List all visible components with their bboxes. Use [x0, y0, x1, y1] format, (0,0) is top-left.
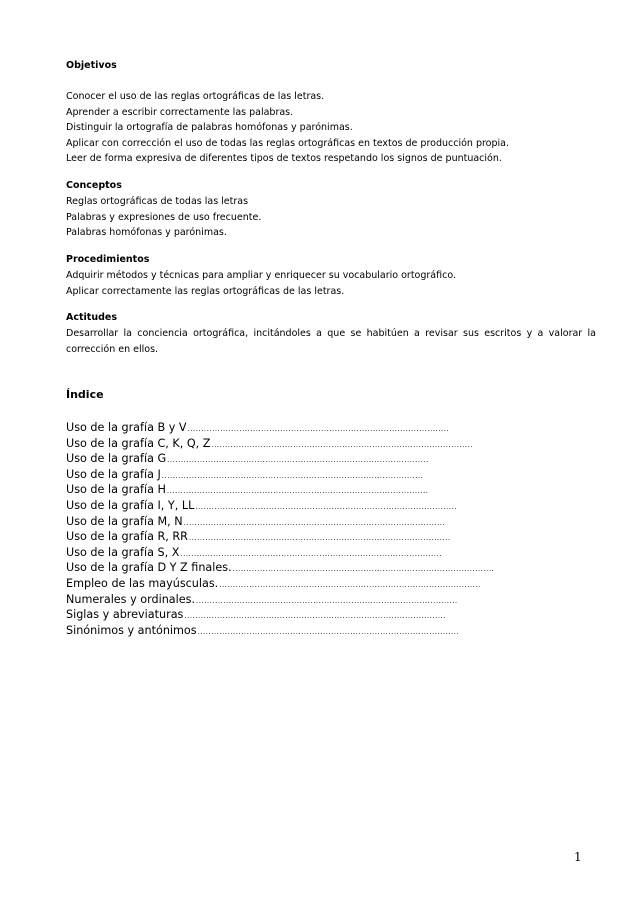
toc-entry[interactable]: Empleo de las mayúsculas. ................................................................................................	[66, 576, 376, 592]
dot-leader: ................................................................................................	[180, 549, 442, 558]
table-of-contents	[66, 420, 495, 638]
toc-entry[interactable]: Uso de la grafía I, Y, LL ................................................................................................	[66, 498, 386, 514]
conceptos-heading: Conceptos	[66, 180, 122, 191]
toc-entry[interactable]: Siglas y abreviaturas ................................................................................................	[66, 607, 376, 623]
toc-entry[interactable]: Uso de la grafía S, X ................................................................................................	[66, 545, 386, 561]
dot-leader: ................................................................................................	[196, 596, 458, 605]
objetivo-item: Aprender a escribir correctamente las palabras.	[66, 106, 294, 118]
toc-entry[interactable]: Uso de la grafía C, K, Q, Z ................................................................................................	[66, 436, 386, 452]
dot-leader: ................................................................................................	[184, 612, 446, 621]
indice-heading: Índice	[66, 388, 104, 401]
dot-leader: ................................................................................................	[232, 565, 495, 574]
objetivo-item: Conocer el uso de las reglas ortográficas de las letras.	[66, 91, 325, 102]
toc-entry[interactable]: Uso de la grafía D Y Z finales. ................................................................................................	[66, 560, 376, 576]
toc-entry[interactable]: Uso de la grafía H ................................................................................................	[66, 482, 386, 498]
dot-leader: ................................................................................................	[187, 425, 450, 433]
dot-leader: ................................................................................................	[219, 580, 481, 589]
dot-leader: ................................................................................................	[183, 518, 446, 527]
toc-entry[interactable]: Uso de la grafía M, N ................................................................................................	[66, 514, 386, 530]
toc-entry[interactable]: Uso de la grafía R, RR ................................................................................................	[66, 529, 386, 545]
concepto-item: Palabras y expresiones de uso frecuente.	[66, 211, 262, 223]
objetivos-heading: Objetivos	[66, 60, 117, 71]
concepto-item: Palabras homófonas y parónimas.	[66, 227, 227, 238]
toc-entry[interactable]: Uso de la grafía B y V ................................................................................................	[66, 420, 386, 436]
procedimientos-section	[66, 252, 596, 299]
conceptos-section	[66, 178, 596, 241]
dot-leader: ................................................................................................	[188, 534, 451, 543]
toc-entry[interactable]: Uso de la grafía J ................................................................................................	[66, 467, 386, 483]
toc-entry[interactable]: Numerales y ordinales. ................................................................................................	[66, 592, 376, 608]
dot-leader: ................................................................................................	[166, 487, 429, 496]
objetivo-item: Aplicar con corrección el uso de todas las reglas ortográficas en textos de producción propia.	[66, 137, 510, 149]
procedimiento-item: Aplicar correctamente las reglas ortográficas de las letras.	[66, 285, 345, 297]
actitudes-heading: Actitudes	[66, 312, 117, 323]
page-number: 1	[574, 850, 582, 864]
actitudes-text: Desarrollar la conciencia ortográfica, incitándoles a que se habitúen a revisar sus escritos y a valorar la corrección en ellos.	[66, 328, 596, 355]
toc-entry[interactable]: Sinónimos y antónimos ................................................................................................	[66, 623, 376, 639]
dot-leader: ................................................................................................	[167, 456, 429, 465]
procedimientos-heading: Procedimientos	[66, 254, 150, 265]
dot-leader: ................................................................................................	[195, 502, 457, 511]
objetivos-section	[66, 58, 596, 167]
objetivo-item: Leer de forma expresiva de diferentes tipos de textos respetando los signos de puntuación.	[66, 153, 502, 164]
dot-leader: ................................................................................................	[211, 440, 474, 449]
actitudes-section	[66, 310, 596, 357]
dot-leader: ................................................................................................	[161, 471, 424, 480]
toc-entry[interactable]: Uso de la grafía G ................................................................................................	[66, 451, 386, 467]
procedimiento-item: Adquirir métodos y técnicas para ampliar y enriquecer su vocabulario ortográfico.	[66, 270, 456, 281]
objetivo-item: Distinguir la ortografía de palabras homófonas y parónimas.	[66, 122, 353, 133]
dot-leader: ................................................................................................	[197, 627, 460, 636]
concepto-item: Reglas ortográficas de todas las letras	[66, 196, 249, 207]
